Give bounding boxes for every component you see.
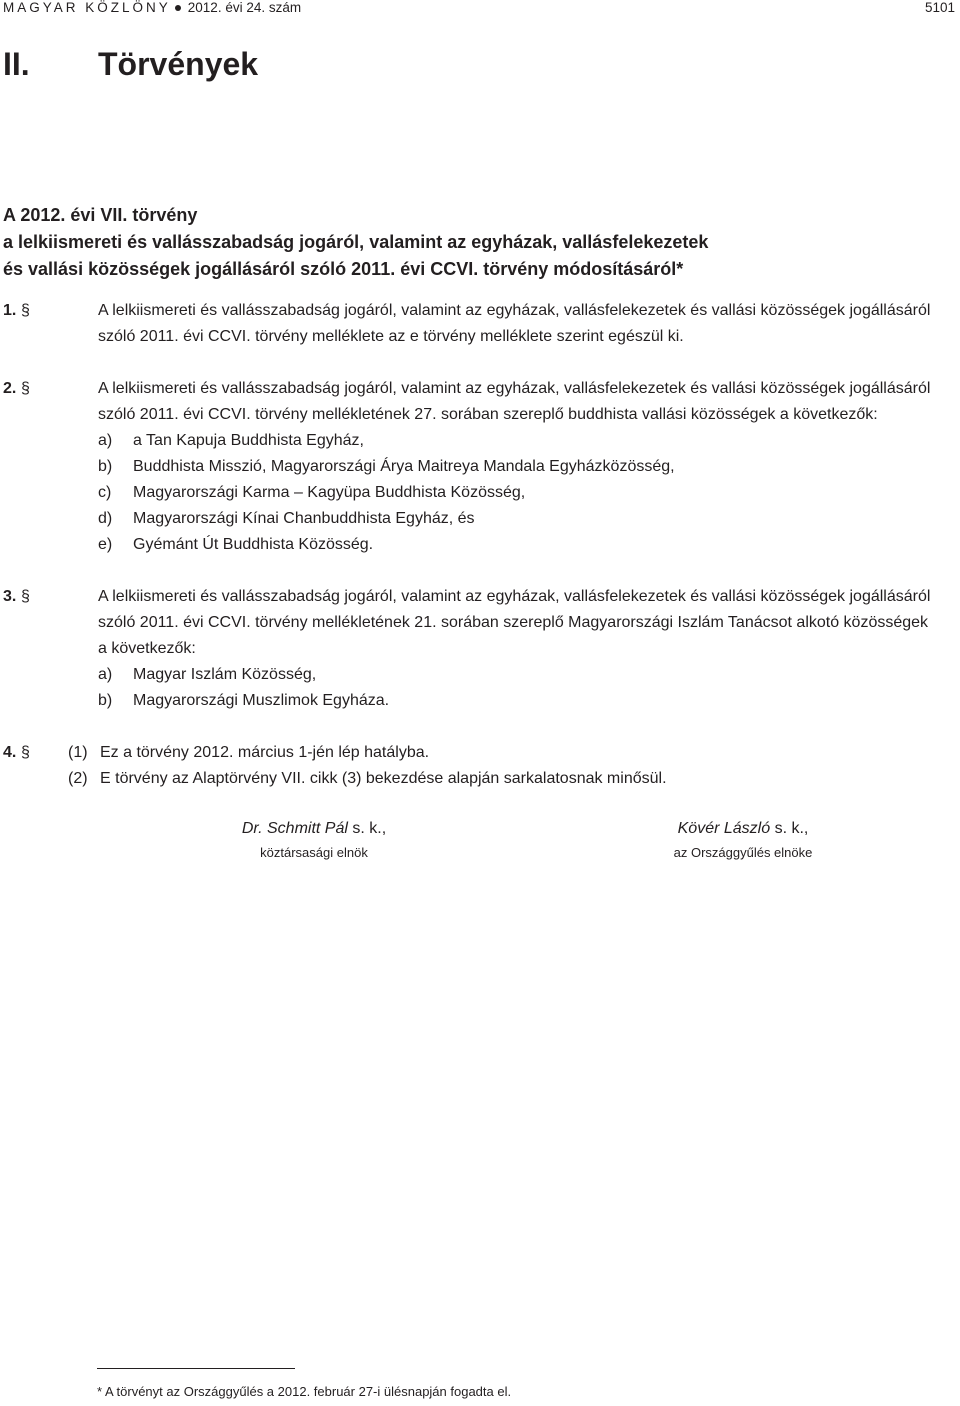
section-3 xyxy=(3,584,958,714)
item-text: a Tan Kapuja Buddhista Egyház, xyxy=(133,432,364,449)
section-number: 1. xyxy=(3,302,17,319)
page-header xyxy=(3,0,955,16)
subsection-text: E törvény az Alaptörvény VII. cikk (3) bekezdése alapján sarkalatosnak minősül. xyxy=(100,770,667,787)
subsection-label: (2) xyxy=(68,770,88,787)
section-text-line: szóló 2011. évi CCVI. törvény mellékletének 21. sorában szereplő Magyarországi Iszlám Tanácsot alkotó közösségek xyxy=(98,614,929,631)
law-title-line: A 2012. évi VII. törvény xyxy=(3,205,198,225)
list-item xyxy=(98,532,958,558)
item-letter: a) xyxy=(98,666,113,683)
signatory-name-text: Kövér László xyxy=(677,820,771,837)
section-text-line: A lelkiismereti és vallásszabadság jogáról, valamint az egyházak, vallásfelekezetek és vallási közösségek jogállásáról xyxy=(98,302,931,319)
item-text: Gyémánt Út Buddhista Közösség. xyxy=(133,536,374,553)
list-item xyxy=(98,688,958,714)
list-item xyxy=(98,662,958,688)
signatory-name xyxy=(603,818,883,840)
law-title-line: a lelkiismereti és vallásszabadság jogáról, valamint az egyházak, vallásfelekezetek xyxy=(3,232,709,252)
chapter-title: Törvények xyxy=(98,46,259,82)
section-2 xyxy=(3,376,958,558)
item-text: Magyarországi Kínai Chanbuddhista Egyház, és xyxy=(133,510,475,527)
section-number: 4. xyxy=(3,744,17,761)
item-letter: e) xyxy=(98,536,113,553)
signatory-name xyxy=(174,818,454,840)
bullet-separator xyxy=(175,5,181,11)
law-title xyxy=(3,202,708,283)
list-item xyxy=(98,428,958,454)
item-letter: b) xyxy=(98,692,113,709)
section-body xyxy=(68,740,958,792)
publication-name: MAGYAR KÖZLÖNY xyxy=(3,0,171,15)
section-text-line: szóló 2011. évi CCVI. törvény melléklete az e törvény melléklete szerint egészül ki. xyxy=(98,328,684,345)
signature-suffix: s. k., xyxy=(347,820,387,837)
subsection-text: Ez a törvény 2012. március 1-jén lép hatályba. xyxy=(100,744,430,761)
section-body xyxy=(98,298,958,350)
signatory-name-text: Dr. Schmitt Pál xyxy=(241,820,348,837)
item-letter: b) xyxy=(98,458,113,475)
page-number: 5101 xyxy=(924,0,955,15)
list-item xyxy=(98,454,958,480)
footnote-divider xyxy=(97,1368,295,1369)
section-1 xyxy=(3,298,958,350)
list-item xyxy=(98,506,958,532)
item-text: Buddhista Misszió, Magyarországi Árya Maitreya Mandala Egyházközösség, xyxy=(133,458,675,475)
subsection xyxy=(68,740,958,766)
section-symbol: § xyxy=(21,302,30,319)
signature-suffix: s. k., xyxy=(770,820,809,837)
section-symbol: § xyxy=(21,380,30,397)
section-text-line: A lelkiismereti és vallásszabadság jogáról, valamint az egyházak, vallásfelekezetek és vallási közösségek jogállásáról xyxy=(98,588,931,605)
issue-number: 2012. évi 24. szám xyxy=(187,0,302,15)
section-symbol: § xyxy=(21,744,30,761)
signatory-role: köztársasági elnök xyxy=(260,845,368,860)
section-text-line: a következők: xyxy=(98,640,196,657)
section-number: 3. xyxy=(3,588,17,605)
item-letter: d) xyxy=(98,510,113,527)
list-item xyxy=(98,480,958,506)
chapter-number: II. xyxy=(3,46,30,82)
chapter-heading xyxy=(3,44,258,84)
item-text: Magyarországi Karma – Kagyüpa Buddhista Közösség, xyxy=(133,484,526,501)
section-text-line: A lelkiismereti és vallásszabadság jogáról, valamint az egyházak, vallásfelekezetek és vallási közösségek jogállásáról xyxy=(98,380,931,397)
law-title-line: és vallási közösségek jogállásáról szóló 2011. évi CCVI. törvény módosításáról* xyxy=(3,259,684,279)
section-text-line: szóló 2011. évi CCVI. törvény mellékletének 27. sorában szereplő buddhista vallási közösségek a következők: xyxy=(98,406,878,423)
item-text: Magyar Iszlám Közösség, xyxy=(133,666,317,683)
signatory-role: az Országgyűlés elnöke xyxy=(673,845,813,860)
section-symbol: § xyxy=(21,588,30,605)
section-body xyxy=(98,584,958,714)
item-letter: a) xyxy=(98,432,113,449)
section-4 xyxy=(3,740,958,792)
signature-speaker xyxy=(603,818,883,864)
section-body xyxy=(98,376,958,558)
subsection xyxy=(68,766,958,792)
signature-president xyxy=(174,818,454,864)
subsection-label: (1) xyxy=(68,744,88,761)
footnote: * A törvényt az Országgyűlés a 2012. február 27-i ülésnapján fogadta el. xyxy=(97,1384,512,1399)
item-letter: c) xyxy=(98,484,112,501)
section-number: 2. xyxy=(3,380,17,397)
item-text: Magyarországi Muszlimok Egyháza. xyxy=(133,692,390,709)
